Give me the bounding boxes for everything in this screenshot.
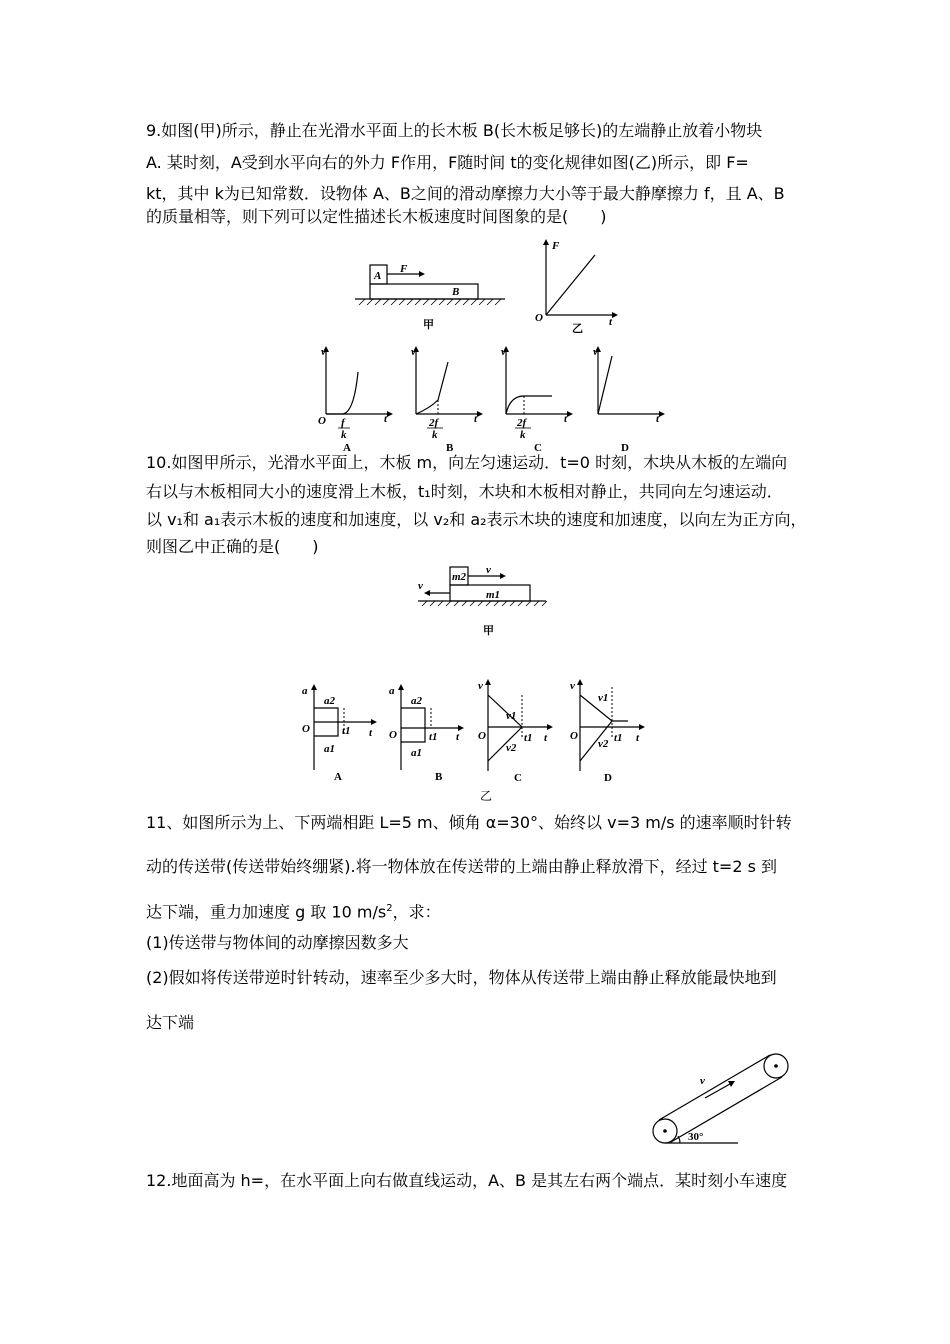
- svg-text:O: O: [570, 730, 578, 742]
- caption-yi-10: 乙: [480, 789, 493, 803]
- v-board-label: v: [418, 580, 423, 592]
- q9-line-4: 的质量相等，则下列可以定性描述长木板速度时间图象的是( ): [146, 207, 607, 226]
- svg-text:O: O: [318, 415, 326, 427]
- caption-yi: 乙: [572, 323, 583, 335]
- svg-text:t: t: [474, 413, 478, 425]
- svg-text:k: k: [520, 429, 526, 441]
- svg-text:C: C: [514, 772, 522, 784]
- block-a-label: A: [374, 270, 382, 282]
- q11-sub-2-line-2: 达下端: [146, 1013, 195, 1032]
- q9-option-d-graph: [590, 342, 670, 452]
- svg-text:a1: a1: [324, 743, 335, 755]
- q10-option-d-graph: [568, 675, 658, 790]
- q11-line-1: 11、如图所示为上、下两端相距 L=5 m、倾角 α=30°、始终以 v=3 m/s 的速率顺时针转: [146, 813, 792, 832]
- svg-text:f: f: [341, 417, 345, 429]
- q9-option-c-graph: [498, 342, 578, 452]
- v-block-label: v: [486, 564, 491, 576]
- m1-label: m1: [486, 589, 501, 601]
- q11-sub-1: (1)传送带与物体间的动摩擦因数多大: [146, 933, 409, 952]
- svg-text:v1: v1: [598, 692, 609, 704]
- svg-text:t1: t1: [429, 731, 438, 743]
- option-a-label: A: [343, 442, 351, 454]
- board-b: [370, 284, 478, 299]
- svg-text:v2: v2: [506, 742, 517, 754]
- q10-line-3: 以 v₁和 a₁表示木板的速度和加速度，以 v₂和 a₂表示木块的速度和加速度，以向左为正方向，: [146, 510, 807, 529]
- q10-line-2: 右以与木板相同大小的速度滑上木板，t₁时刻，木块和木板相对静止，共同向左匀速运动．: [146, 482, 783, 501]
- q10-line-4: 则图乙中正确的是( ): [146, 537, 319, 556]
- force-label: F: [400, 263, 408, 275]
- svg-text:A: A: [334, 771, 342, 783]
- y-label-f: F: [552, 240, 560, 252]
- svg-text:t1: t1: [342, 725, 351, 737]
- svg-text:v: v: [501, 346, 506, 358]
- f-t-line: [546, 255, 595, 315]
- q9-option-b-graph: [408, 342, 488, 452]
- svg-text:a2: a2: [411, 695, 422, 707]
- svg-text:a1: a1: [411, 747, 422, 759]
- svg-text:v: v: [321, 346, 326, 358]
- q9-option-a-graph: [318, 342, 398, 452]
- svg-text:t: t: [369, 727, 373, 739]
- board-b-label: B: [452, 286, 460, 298]
- svg-text:v1: v1: [506, 710, 517, 722]
- svg-text:v: v: [478, 680, 483, 692]
- q11-sub-2-line-1: (2)假如将传送带逆时针转动，速率至少多大时，物体从传送带上端由静止释放能最快地到: [146, 968, 777, 987]
- q10-option-c-graph: [476, 675, 566, 790]
- angle-label: 30°: [688, 1131, 704, 1143]
- svg-text:O: O: [478, 730, 486, 742]
- q11-line-2: 动的传送带(传送带始终绷紧).将一物体放在传送带的上端由静止释放滑下，经过 t=2 s 到: [146, 857, 778, 876]
- option-d-label: D: [621, 442, 629, 454]
- belt-v-label: v: [700, 1075, 705, 1087]
- svg-text:t: t: [456, 731, 460, 743]
- svg-text:t: t: [384, 413, 388, 425]
- svg-text:k: k: [341, 429, 347, 441]
- svg-text:v2: v2: [598, 738, 609, 750]
- caption-jia-10: 甲: [483, 625, 494, 637]
- q10-figure-jia: [416, 564, 556, 642]
- origin-o: O: [535, 312, 543, 324]
- q9-figure-jia: [355, 262, 515, 332]
- option-c-label: C: [534, 442, 542, 454]
- q10-option-a-graph: [298, 680, 388, 795]
- svg-text:2f: 2f: [517, 417, 527, 429]
- q12-line-1: 12.地面高为 h=，在水平面上向右做直线运动，A、B 是其左右两个端点．某时刻小车速度: [146, 1171, 788, 1190]
- svg-text:O: O: [302, 723, 310, 735]
- svg-text:v: v: [593, 346, 598, 358]
- q11-conveyor-figure: [650, 1050, 800, 1145]
- q10-line-1: 10.如图甲所示，光滑水平面上，木板 m，向左匀速运动．t=0 时刻，木块从木板的左端向: [146, 453, 788, 472]
- svg-text:D: D: [604, 772, 612, 784]
- svg-text:O: O: [389, 729, 397, 741]
- svg-text:t: t: [564, 413, 568, 425]
- svg-text:t: t: [636, 732, 640, 744]
- m2-label: m2: [452, 571, 467, 583]
- svg-text:t1: t1: [614, 732, 623, 744]
- svg-text:a: a: [389, 685, 395, 697]
- q9-line-2: A. 某时刻，A受到水平向右的外力 F作用，F随时间 t的变化规律如图(乙)所示，即 F=: [146, 153, 749, 172]
- svg-text:v: v: [570, 680, 575, 692]
- svg-text:2f: 2f: [429, 417, 439, 429]
- svg-text:t1: t1: [524, 732, 533, 744]
- svg-text:a: a: [302, 685, 308, 697]
- q11-line-3: 达下端，重力加速度 g 取 10 $m/s^2$，求：: [146, 902, 441, 922]
- x-label-t: t: [609, 316, 613, 328]
- caption-jia: 甲: [423, 319, 434, 331]
- q9-line-3: kt，其中 k为已知常数．设物体 A、B之间的滑动摩擦力大小等于最大静摩擦力 f，且 A、B: [146, 184, 785, 203]
- svg-text:B: B: [435, 771, 443, 783]
- q9-line-1: 9.如图(甲)所示，静止在光滑水平面上的长木板 B(长木板足够长)的左端静止放着小物块: [146, 121, 763, 140]
- svg-text:v: v: [411, 346, 416, 358]
- svg-text:k: k: [432, 429, 438, 441]
- svg-text:t: t: [656, 413, 660, 425]
- q10-option-b-graph: [385, 680, 475, 795]
- option-b-label: B: [446, 442, 454, 454]
- svg-text:t: t: [544, 732, 548, 744]
- svg-text:a2: a2: [324, 695, 335, 707]
- q9-figure-yi: [535, 237, 625, 335]
